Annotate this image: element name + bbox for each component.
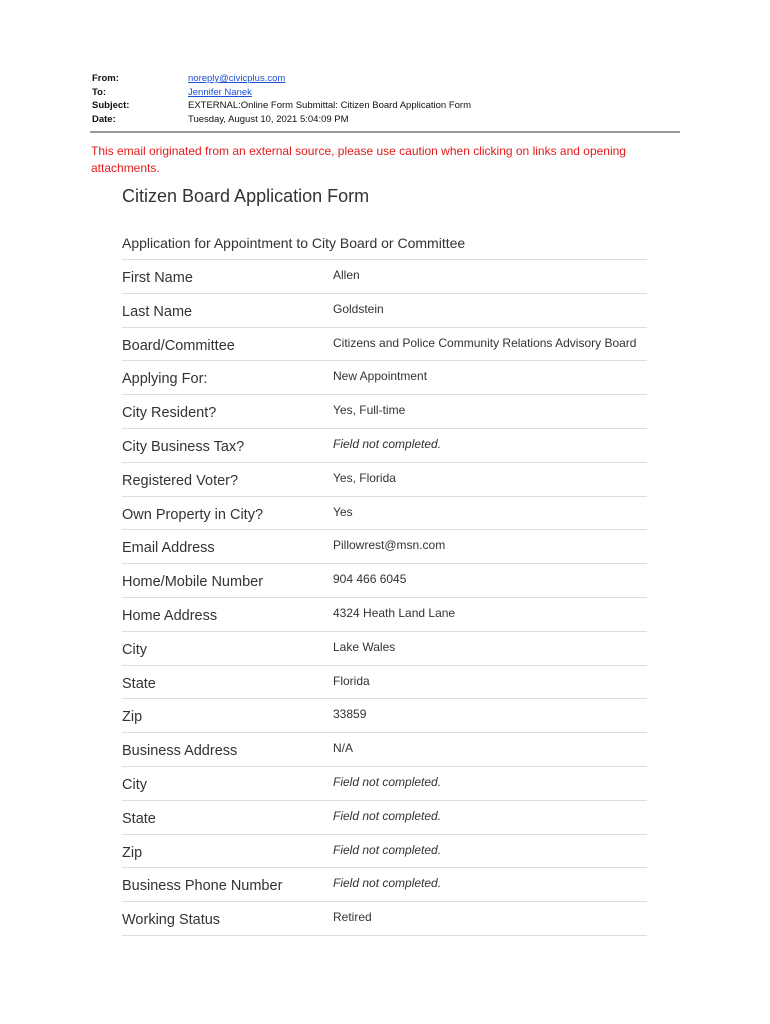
field-value: Yes, Full-time: [333, 403, 406, 418]
field-row: [122, 497, 647, 531]
field-label: Home Address: [122, 607, 218, 624]
field-row: [122, 767, 647, 801]
field-label: Last Name: [122, 303, 193, 320]
field-value: Florida: [333, 673, 370, 688]
field-row: [122, 564, 647, 598]
to-recipient-link[interactable]: Jennifer Nanek: [188, 86, 252, 98]
field-row: [122, 361, 647, 395]
field-label: Working Status: [122, 912, 221, 929]
field-row: [122, 835, 647, 869]
field-label: City: [122, 776, 147, 793]
field-row: [122, 699, 647, 733]
field-row: [122, 395, 647, 429]
field-value: Field not completed.: [333, 774, 442, 789]
form-fields-table: [122, 259, 647, 936]
field-label: Applying For:: [122, 371, 208, 388]
subject-label: Subject:: [92, 100, 130, 111]
field-value: Yes: [333, 504, 353, 519]
field-label: State: [122, 810, 156, 827]
field-value: Goldstein: [333, 301, 384, 316]
form-subtitle: Application for Appointment to City Board or Committee: [122, 235, 466, 251]
to-row: [92, 86, 471, 100]
field-row: [122, 463, 647, 497]
field-row: [122, 598, 647, 632]
field-label: Home/Mobile Number: [122, 574, 264, 591]
field-label: City: [122, 641, 147, 658]
field-row: [122, 530, 647, 564]
field-label: City Resident?: [122, 405, 217, 422]
field-row: [122, 260, 647, 294]
field-row: [122, 902, 647, 936]
field-label: Board/Committee: [122, 337, 235, 354]
date-value: Tuesday, August 10, 2021 5:04:09 PM: [188, 113, 349, 125]
field-value: N/A: [333, 741, 354, 756]
from-email-link[interactable]: noreply@civicplus.com: [188, 73, 286, 84]
field-label: Business Address: [122, 743, 238, 760]
field-label: Zip: [122, 709, 143, 726]
email-header: [92, 72, 471, 126]
field-value: New Appointment: [333, 369, 428, 384]
field-value: Citizens and Police Community Relations Advisory Board: [333, 335, 637, 350]
form-title: Citizen Board Application Form: [122, 186, 370, 206]
field-row: [122, 801, 647, 835]
field-value: 4324 Heath Land Lane: [333, 605, 456, 620]
field-row: [122, 429, 647, 463]
field-row: [122, 666, 647, 700]
field-label: State: [122, 675, 156, 692]
date-row: [92, 113, 471, 127]
field-value: 904 466 6045: [333, 572, 407, 587]
field-value: 33859: [333, 707, 367, 722]
subject-value: EXTERNAL:Online Form Submittal: Citizen Board Application Form: [188, 100, 471, 111]
field-label: Registered Voter?: [122, 472, 239, 489]
external-warning: This email originated from an external source, please use caution when clicking on links and opening attachments.: [91, 144, 626, 175]
date-label: Date:: [92, 113, 116, 125]
field-value: Field not completed.: [333, 842, 442, 857]
field-value: Field not completed.: [333, 808, 442, 823]
from-row: [92, 72, 471, 86]
field-value: Pillowrest@msn.com: [333, 538, 446, 553]
field-row: [122, 632, 647, 666]
field-value: Allen: [333, 268, 360, 282]
field-value: Lake Wales: [333, 639, 396, 654]
field-row: [122, 733, 647, 767]
field-label: City Business Tax?: [122, 438, 245, 455]
field-label: Email Address: [122, 540, 215, 557]
field-label: Business Phone Number: [122, 878, 283, 895]
from-label: From:: [92, 73, 119, 84]
field-label: Own Property in City?: [122, 506, 264, 523]
field-value: Retired: [333, 910, 372, 925]
field-label: Zip: [122, 844, 143, 861]
subject-row: [92, 99, 471, 113]
field-row: [122, 294, 647, 328]
field-label: First Name: [122, 270, 193, 286]
field-row: [122, 868, 647, 902]
to-label: To:: [92, 86, 107, 98]
field-value: Field not completed.: [333, 436, 442, 451]
field-value: Yes, Florida: [333, 470, 396, 485]
header-divider: [90, 131, 680, 133]
field-row: [122, 328, 647, 362]
field-value: Field not completed.: [333, 876, 442, 891]
